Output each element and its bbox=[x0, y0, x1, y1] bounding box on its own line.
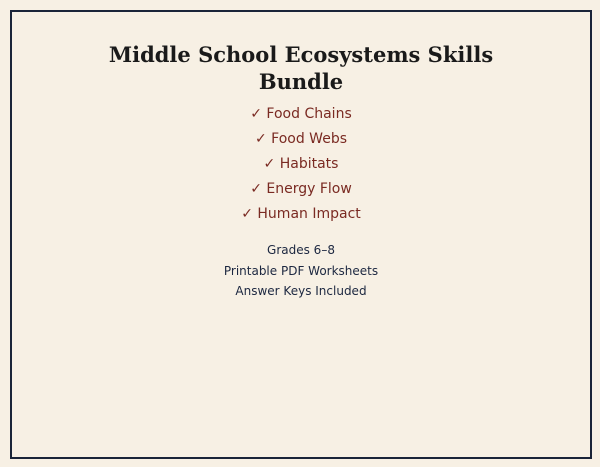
skill-energy-flow: ✓ Energy Flow bbox=[250, 181, 352, 197]
skill-human-impact: ✓ Human Impact bbox=[241, 206, 361, 222]
title-line-1: Middle School Ecosystems Skills bbox=[108, 42, 494, 67]
skill-habitats: ✓ Habitats bbox=[263, 156, 339, 172]
title-line-2: Bundle bbox=[258, 69, 344, 94]
cover-frame bbox=[10, 10, 592, 459]
detail-format: Printable PDF Worksheets bbox=[223, 263, 379, 278]
skill-food-chains: ✓ Food Chains bbox=[250, 106, 352, 122]
product-details bbox=[12, 240, 590, 302]
skills-list bbox=[12, 102, 590, 227]
detail-answer-keys: Answer Keys Included bbox=[235, 284, 367, 298]
cover-title bbox=[12, 41, 590, 95]
skill-food-webs: ✓ Food Webs bbox=[254, 131, 348, 147]
detail-grades: Grades 6–8 bbox=[267, 243, 335, 257]
